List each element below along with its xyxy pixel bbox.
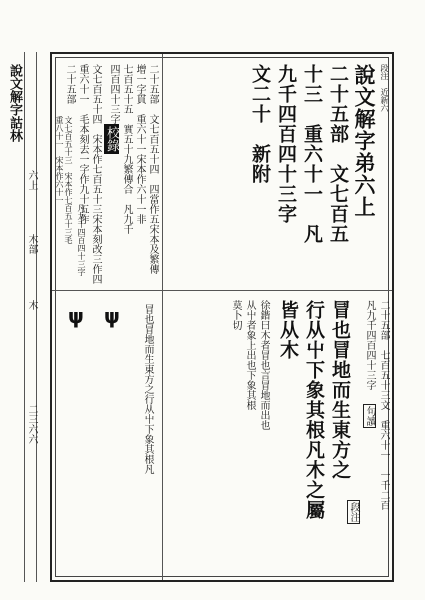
bottom-text-column: 冒也冒地而生東方之行从屮下象其根凡 bbox=[142, 304, 153, 474]
panel-divider bbox=[162, 54, 163, 580]
text-frame bbox=[50, 52, 394, 582]
commentary-column: 凡九千四百四十三字 bbox=[364, 300, 375, 390]
note-column: 徐鍇曰木者冒也言冒地而出也 bbox=[258, 300, 269, 430]
note-column: 从屮者象上出也下象其根 bbox=[244, 300, 255, 410]
seal-script-mu-glyph: ψ bbox=[68, 304, 84, 328]
summary-line: 文二十 新附 bbox=[249, 64, 271, 184]
panel-rule bbox=[162, 290, 392, 291]
summary-line: 九千四百四十三字 bbox=[275, 64, 297, 224]
main-text-column: 皆从木 bbox=[277, 300, 299, 360]
header-small: 段注 近新六 bbox=[380, 64, 389, 112]
note-column: 莫卜切 bbox=[230, 300, 241, 330]
duanzhu-label: 段注 bbox=[348, 502, 359, 522]
commentary-column: 四百四十三字 bbox=[108, 64, 119, 124]
summary-line: 二十五部 文七百五 bbox=[327, 64, 349, 244]
radical-label: 木部 bbox=[26, 234, 37, 254]
section-label: 六上 bbox=[26, 170, 37, 190]
commentary-column: 二十五部 文七百五十四 四當作五宋本及繁傳 bbox=[147, 64, 158, 274]
commentary-column: 文七百五十三 宋本作七百五十三毛 bbox=[64, 116, 73, 244]
commentary-column: 二十五部 bbox=[64, 64, 75, 104]
commentary-column: 文七百五十四 宋本作七百五十三宋本刻改三作四 bbox=[90, 64, 101, 284]
margin-rule bbox=[36, 52, 37, 582]
commentary-column: 重六十一 毛本刻去一字作九十五作 bbox=[77, 64, 88, 224]
commentary-column: 七百五十五 實五十九繁傳合 凡九千 bbox=[121, 64, 132, 234]
main-text-column: 冒也冒地而生東方之 bbox=[329, 300, 351, 480]
chapter-title: 說文解字弟六上 bbox=[352, 64, 377, 218]
jiaolu-label: 校錄 bbox=[104, 126, 119, 152]
radical-char: 木 bbox=[26, 300, 37, 310]
summary-line: 十三 重六十一 凡 bbox=[301, 64, 323, 244]
commentary-column: 二十五部 七百五十三文 重六十一 一千二百 bbox=[378, 300, 389, 510]
margin-rule bbox=[24, 52, 25, 582]
gudu-label: 句讀 bbox=[364, 406, 375, 426]
panel-rule bbox=[52, 290, 162, 291]
commentary-column: 重八十一 宋本作六十一 bbox=[55, 116, 64, 204]
main-text-column: 行从屮下象其根凡木之屬 bbox=[303, 300, 325, 520]
page-margin bbox=[4, 52, 48, 582]
commentary-column: 增一字貫 重六十一宋本作六十一非 bbox=[134, 64, 145, 224]
commentary-column: 凡九千四百四十三字 bbox=[77, 204, 86, 276]
page-number: 二三六六 bbox=[26, 404, 37, 444]
book-title: 說文解字詁林 bbox=[7, 64, 22, 142]
seal-script-mu-glyph: ψ bbox=[104, 304, 120, 328]
